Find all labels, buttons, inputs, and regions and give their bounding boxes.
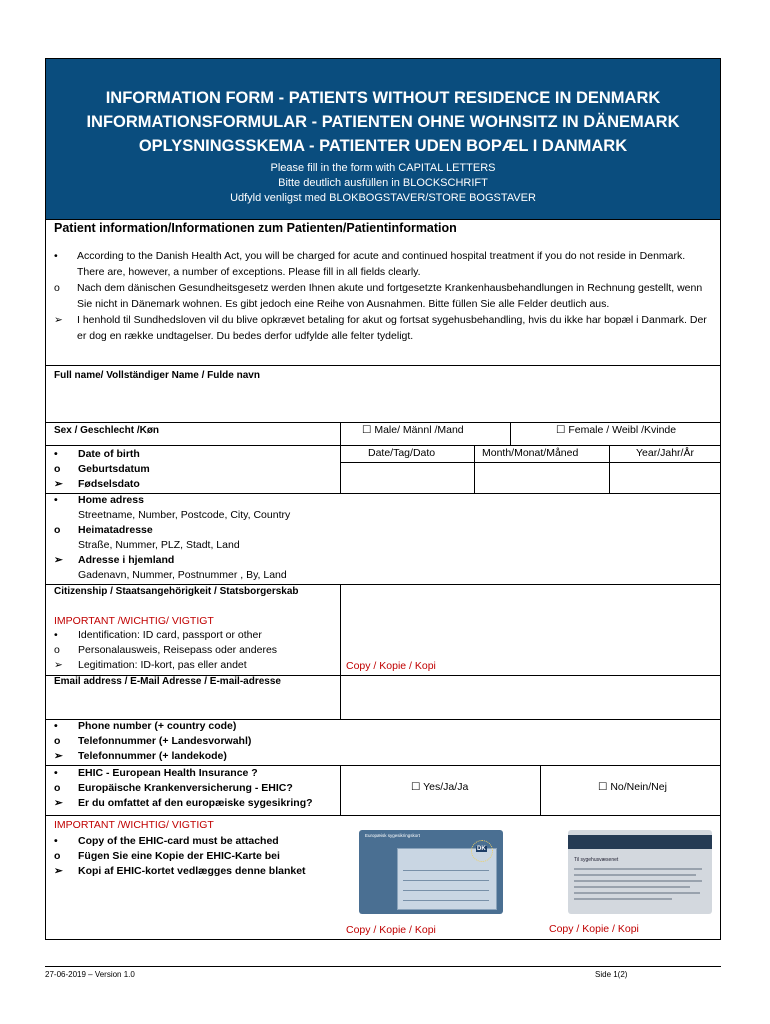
title-en: INFORMATION FORM - PATIENTS WITHOUT RESIDENCE IN DENMARK <box>105 89 661 107</box>
address-field[interactable] <box>341 494 720 583</box>
list-item <box>54 628 277 643</box>
list-item <box>54 493 290 508</box>
list-item <box>54 749 251 764</box>
list-item-text: Fødselsdato <box>78 478 140 490</box>
id-label-list <box>54 628 277 673</box>
important-attach-label: IMPORTANT /WICHTIG/ VIGTIGT <box>54 819 214 831</box>
email-label: Email address / E-Mail Adresse / E-mail-adresse <box>54 676 281 687</box>
bullet-marker: • <box>54 250 58 262</box>
bullet-marker: o <box>54 782 61 794</box>
list-item <box>54 643 277 658</box>
full-name-label: Full name/ Vollständiger Name / Fulde navn <box>54 370 260 381</box>
male-checkbox[interactable]: ☐ Male/ Männl /Mand <box>362 424 464 436</box>
divider <box>46 219 720 220</box>
address-label-list <box>54 493 290 583</box>
list-item <box>54 523 290 538</box>
bullet-marker: ➢ <box>54 797 63 809</box>
id-copy-label: Copy / Kopie / Kopi <box>346 660 436 672</box>
list-item <box>54 249 714 280</box>
ehic-no-checkbox[interactable]: ☐ No/Nein/Nej <box>598 781 667 793</box>
ehic-back-copy-label: Copy / Kopie / Kopi <box>549 923 639 935</box>
dob-month-field[interactable] <box>475 463 608 492</box>
ehic-card-back <box>568 830 712 914</box>
card-field-line <box>403 870 489 871</box>
dob-label-list <box>54 447 150 492</box>
form-frame <box>45 58 721 940</box>
list-item <box>54 766 313 781</box>
dob-year-label: Year/Jahr/År <box>636 447 694 459</box>
important-label: IMPORTANT /WICHTIG/ VIGTIGT <box>54 615 214 627</box>
list-item <box>54 553 290 568</box>
bullet-marker: ➢ <box>54 554 63 566</box>
card-text-line <box>574 898 672 900</box>
list-item <box>54 313 714 344</box>
card-text-line <box>574 868 702 870</box>
patient-info-title: Patient information/Informationen zum Patienten/Patientinformation <box>54 221 457 235</box>
list-item <box>54 796 313 811</box>
list-item <box>54 834 306 849</box>
subtitle-da: Udfyld venligst med BLOKBOGSTAVER/STORE BOGSTAVER <box>230 192 536 204</box>
list-item-text: Europäische Krankenversicherung - EHIC? <box>78 782 293 794</box>
title-da: OPLYSNINGSSKEMA - PATIENTER UDEN BOPÆL I DANMARK <box>138 137 628 155</box>
bullet-marker: • <box>54 767 58 779</box>
bullet-marker: ➢ <box>54 659 63 671</box>
list-item-text: Nach dem dänischen Gesundheitsgesetz werden Ihnen akute und fortgesetzte Krankenhausbehandlungen in Rechnung gestellt, wenn Sie nicht in Dänemark wohnen. Es gibt jedoch eine Reihe von Ausnahmen. Bitte füllen Sie alle Felder deutlich aus. <box>77 282 703 310</box>
card-front-title: Europæisk sygesikringskort <box>365 833 421 838</box>
attach-label-list <box>54 834 306 879</box>
bullet-marker: o <box>54 850 61 862</box>
email-field[interactable] <box>341 676 720 718</box>
dob-month-label: Month/Monat/Måned <box>482 447 579 459</box>
list-item <box>54 719 251 734</box>
bullet-marker: o <box>54 644 60 656</box>
list-item-text: Phone number (+ country code) <box>78 720 237 732</box>
list-item <box>54 281 714 312</box>
list-item <box>54 477 150 492</box>
phone-field[interactable] <box>341 720 720 764</box>
card-text-line <box>574 892 700 894</box>
bullet-marker: • <box>54 629 58 641</box>
list-item <box>54 568 290 583</box>
divider <box>340 765 341 815</box>
bullet-marker: o <box>54 282 60 294</box>
list-item-text: Telefonnummer (+ landekode) <box>78 750 227 762</box>
sex-label: Sex / Geschlecht /Køn <box>54 425 160 436</box>
list-item-text: Telefonnummer (+ Landesvorwahl) <box>78 735 252 747</box>
divider <box>540 765 541 815</box>
list-item-text: Legitimation: ID-kort, pas eller andet <box>78 659 247 671</box>
bullet-marker: ➢ <box>54 750 63 762</box>
list-item-text: Heimatadresse <box>78 524 153 536</box>
female-checkbox[interactable]: ☐ Female / Weibl /Kvinde <box>556 424 677 436</box>
card-stripe <box>568 835 712 849</box>
list-item <box>54 462 150 477</box>
list-item-text: EHIC - European Health Insurance ? <box>78 767 258 779</box>
dob-year-field[interactable] <box>610 463 720 492</box>
patient-info-list <box>54 249 714 344</box>
ehic-card-front <box>359 830 503 914</box>
list-item <box>54 734 251 749</box>
footer-page-number: Side 1(2) <box>595 970 628 979</box>
divider <box>46 445 720 446</box>
ehic-front-copy-label: Copy / Kopie / Kopi <box>346 924 436 936</box>
list-item-text: Personalausweis, Reisepass oder anderes <box>78 644 278 656</box>
footer-version: 27-06-2019 – Version 1.0 <box>45 970 135 979</box>
bullet-marker: ➢ <box>54 478 63 490</box>
bullet-marker: • <box>54 835 58 847</box>
list-item-text: I henhold til Sundhedsloven vil du blive opkrævet betaling for akut og fortsat sygehusbehandling, hvis du ikke har bopæl i Danmark. Der er dog en række undtagelser. Du bedes derfor udfylde alle felter tydeligt. <box>77 314 707 342</box>
list-item-text: Fügen Sie eine Kopie der EHIC-Karte bei <box>78 850 280 862</box>
list-item-text: Geburtsdatum <box>78 463 150 475</box>
dob-day-label: Date/Tag/Dato <box>368 447 436 459</box>
bullet-marker: ➢ <box>54 314 63 326</box>
list-item <box>54 447 150 462</box>
list-item-text: Adresse i hjemland <box>78 554 175 566</box>
list-item-text: Streetname, Number, Postcode, City, Country <box>78 509 291 521</box>
list-item-text: According to the Danish Health Act, you will be charged for acute and continued hospital treatment if you do not reside in Denmark. There are, however, a number of exceptions. Please fill in all fields clearly. <box>77 250 686 278</box>
full-name-field[interactable] <box>46 384 720 421</box>
divider <box>46 365 720 366</box>
card-text-line <box>574 880 702 882</box>
list-item-text: Identification: ID card, passport or other <box>78 629 262 641</box>
list-item-text: Date of birth <box>78 448 140 460</box>
dob-day-field[interactable] <box>341 463 473 492</box>
bullet-marker: o <box>54 524 61 536</box>
form-header <box>46 59 720 219</box>
list-item-text: Copy of the EHIC-card must be attached <box>78 835 279 847</box>
subtitle-en: Please fill in the form with CAPITAL LETTERS <box>270 162 496 174</box>
list-item <box>54 538 290 553</box>
list-item <box>54 658 277 673</box>
title-de: INFORMATIONSFORMULAR - PATIENTEN OHNE WOHNSITZ IN DÄNEMARK <box>86 113 680 131</box>
list-item <box>54 864 306 879</box>
card-back-title: Til sygehusvæsenet <box>574 857 619 863</box>
list-item-text: Straße, Nummer, PLZ, Stadt, Land <box>78 539 240 551</box>
bullet-marker: • <box>54 720 58 732</box>
list-item <box>54 508 290 523</box>
bullet-marker: o <box>54 735 61 747</box>
list-item-text: Kopi af EHIC-kortet vedlægges denne blanket <box>78 865 306 877</box>
list-item-text: Gadenavn, Nummer, Postnummer , By, Land <box>78 569 287 581</box>
phone-label-list <box>54 719 251 764</box>
divider <box>510 422 511 445</box>
card-field-line <box>403 880 489 881</box>
card-field-line <box>403 900 489 901</box>
bullet-marker: • <box>54 448 58 460</box>
ehic-label-list <box>54 766 313 811</box>
ehic-yes-checkbox[interactable]: ☐ Yes/Ja/Ja <box>411 781 469 793</box>
divider <box>46 815 720 816</box>
subtitle-de: Bitte deutlich ausfüllen in BLOCKSCHRIFT <box>278 177 488 189</box>
card-field-line <box>403 890 489 891</box>
card-front-code: DK <box>477 846 486 852</box>
list-item <box>54 849 306 864</box>
bullet-marker: • <box>54 494 58 506</box>
list-item-text: Home adress <box>78 494 144 506</box>
bullet-marker: o <box>54 463 61 475</box>
bullet-marker: ➢ <box>54 865 63 877</box>
footer-line <box>45 966 721 967</box>
list-item-text: Er du omfattet af den europæiske sygesikring? <box>78 797 313 809</box>
card-text-line <box>574 886 690 888</box>
card-text-line <box>574 874 696 876</box>
citizenship-label: Citizenship / Staatsangehörigkeit / Statsborgerskab <box>54 586 299 597</box>
list-item <box>54 781 313 796</box>
divider <box>46 422 720 423</box>
